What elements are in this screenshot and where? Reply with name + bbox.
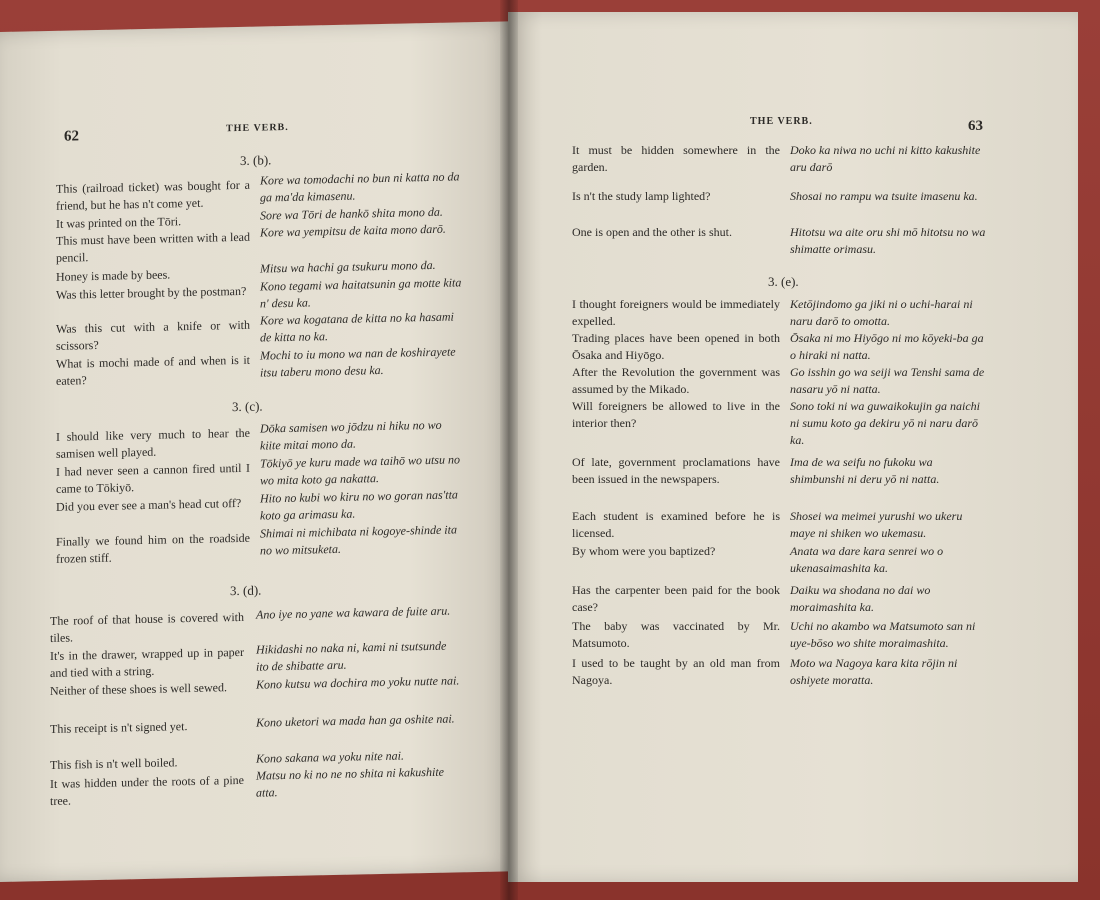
japanese-sentence: Daiku wa shodana no dai wo moraimashita ka. bbox=[790, 583, 931, 614]
japanese-sentence: Ima de wa seifu no fukoku wa shimbunshi ni deru yō ni natta. bbox=[790, 455, 940, 486]
english-sentence: The baby was vaccinated by Mr. Matsumoto. bbox=[572, 619, 780, 650]
japanese-sentence: Kore wa tomodachi no bun ni katta no da ga ma'da kimasenu. bbox=[260, 169, 460, 205]
english-sentence: It must be hidden somewhere in the garden. bbox=[572, 143, 780, 174]
left-running-title: THE VERB. bbox=[226, 121, 289, 135]
english-sentence: Will foreigners be allowed to live in the interior then? bbox=[572, 399, 780, 430]
japanese-sentence: Ketōjindomo ga jiki ni o uchi-harai ni naru darō to omotta. bbox=[790, 297, 973, 328]
english-sentence: After the Revolution the government was assumed by the Mikado. bbox=[572, 365, 780, 396]
english-sentence: What is mochi made of and when is it eaten? bbox=[56, 352, 250, 388]
japanese-sentence: Kono uketori wa mada han ga oshite nai. bbox=[256, 711, 455, 730]
english-sentence: Has the carpenter been paid for the book case? bbox=[572, 583, 780, 614]
japanese-sentence: Kono kutsu wa dochira mo yoku nutte nai. bbox=[256, 673, 460, 692]
japanese-sentence: Kore wa kogatana de kitta no ka hasami de kitta no ka. bbox=[260, 309, 454, 345]
japanese-sentence: Matsu no ki no ne no shita ni kakushite atta. bbox=[256, 764, 444, 800]
japanese-sentence: Hito no kubi wo kiru no wo goran nas'tta koto ga arimasu ka. bbox=[260, 487, 458, 523]
japanese-sentence: Dōka samisen wo jōdzu ni hiku no wo kiite mitai mono da. bbox=[260, 417, 442, 453]
section-heading-3c: 3. (c). bbox=[232, 398, 263, 415]
english-sentence: Neither of these shoes is well sewed. bbox=[50, 680, 227, 698]
english-sentence: Honey is made by bees. bbox=[56, 267, 171, 284]
right-page bbox=[508, 12, 1078, 882]
english-sentence: By whom were you baptized? bbox=[572, 544, 716, 558]
book-gutter bbox=[500, 0, 518, 900]
left-page-number: 62 bbox=[64, 128, 79, 145]
japanese-sentence: Doko ka niwa no uchi ni kitto kakushite aru darō bbox=[790, 143, 981, 174]
japanese-sentence: Shimai ni michibata ni kogoye-shinde ita no wo mitsuketa. bbox=[260, 522, 457, 558]
english-sentence: I had never seen a cannon fired until I came to Tōkiyō. bbox=[56, 460, 250, 496]
english-sentence: Did you ever see a man's head cut off? bbox=[56, 495, 242, 514]
right-page-number: 63 bbox=[968, 118, 983, 134]
english-sentence: I should like very much to hear the samisen well played. bbox=[56, 425, 250, 461]
right-running-title: THE VERB. bbox=[750, 116, 813, 127]
japanese-sentence: Anata wa dare kara senrei wo o ukenasaimashita ka. bbox=[790, 544, 944, 575]
english-sentence: Trading places have been opened in both Ōsaka and Hiyōgo. bbox=[572, 331, 780, 362]
section-heading-3e: 3. (e). bbox=[768, 274, 799, 289]
english-sentence: I thought foreigners would be immediately expelled. bbox=[572, 297, 780, 328]
english-sentence: This receipt is n't signed yet. bbox=[50, 719, 188, 736]
japanese-sentence: Kono sakana wa yoku nite nai. bbox=[256, 748, 404, 766]
section-heading-3b: 3. (b). bbox=[240, 152, 272, 168]
english-sentence: Was this letter brought by the postman? bbox=[56, 283, 247, 302]
japanese-sentence: Shosei wa meimei yurushi wo ukeru maye ni shiken wo ukemasu. bbox=[790, 509, 963, 540]
english-sentence: Is n't the study lamp lighted? bbox=[572, 189, 711, 203]
english-sentence: It was printed on the Tōri. bbox=[56, 214, 182, 231]
english-sentence: One is open and the other is shut. bbox=[572, 225, 732, 239]
japanese-sentence: Uchi no akambo wa Matsumoto san ni uye-bōso wo shite moraimashita. bbox=[790, 619, 976, 650]
japanese-sentence: Hitotsu wa aite oru shi mō hitotsu no wa shimatte orimasu. bbox=[790, 225, 986, 256]
english-sentence: I used to be taught by an old man from Nagoya. bbox=[572, 656, 780, 687]
english-sentence: The roof of that house is covered with tiles. bbox=[50, 609, 244, 645]
japanese-sentence: Kono tegami wa haitatsunin ga motte kita n' desu ka. bbox=[260, 275, 462, 311]
english-sentence: Each student is examined before he is licensed. bbox=[572, 509, 780, 540]
english-sentence: This fish is n't well boiled. bbox=[50, 755, 178, 772]
japanese-sentence: Ano iye no yane wa kawara de fuite aru. bbox=[256, 603, 451, 622]
japanese-sentence: Mitsu wa hachi ga tsukuru mono da. bbox=[260, 257, 436, 276]
english-sentence: Was this cut with a knife or with scissors? bbox=[56, 317, 250, 353]
japanese-sentence: Ōsaka ni mo Hiyōgo ni mo kōyeki-ba ga o hiraki ni natta. bbox=[790, 331, 984, 362]
japanese-sentence: Tōkiyō ye kuru made wa taihō wo utsu no wo mita koto ga nakatta. bbox=[260, 452, 460, 488]
japanese-sentence: Shosai no rampu wa tsuite imasenu ka. bbox=[790, 189, 978, 203]
japanese-sentence: Go isshin go wa seiji wa Tenshi sama de nasaru yō ni natta. bbox=[790, 365, 985, 396]
japanese-sentence: Mochi to iu mono wa nan de koshirayete itsu taberu mono desu ka. bbox=[260, 344, 456, 380]
english-sentence: This must have been written with a lead pencil. bbox=[56, 229, 250, 265]
english-sentence: It was hidden under the roots of a pine tree. bbox=[50, 772, 244, 808]
english-sentence: Finally we found him on the roadside frozen stiff. bbox=[56, 530, 250, 566]
japanese-sentence: Sono toki ni wa guwaikokujin ga naichi ni sumu koto ga dekiru yō ni naru darō ka. bbox=[790, 399, 980, 447]
japanese-sentence: Hikidashi no naka ni, kami ni tsutsunde ito de shibatte aru. bbox=[256, 638, 447, 674]
japanese-sentence: Kore wa yempitsu de kaita mono darō. bbox=[260, 221, 446, 240]
english-sentence: It's in the drawer, wrapped up in paper and tied with a string. bbox=[50, 644, 244, 680]
japanese-sentence: Moto wa Nagoya kara kita rōjin ni oshiyete moratta. bbox=[790, 656, 958, 687]
english-sentence: This (railroad ticket) was bought for a friend, but he has n't come yet. bbox=[56, 177, 250, 213]
left-page bbox=[0, 21, 512, 882]
section-heading-3d: 3. (d). bbox=[230, 582, 262, 599]
japanese-sentence: Sore wa Tōri de hankō shita mono da. bbox=[260, 204, 443, 223]
english-sentence: Of late, government proclamations have been issued in the newspapers. bbox=[572, 455, 780, 486]
